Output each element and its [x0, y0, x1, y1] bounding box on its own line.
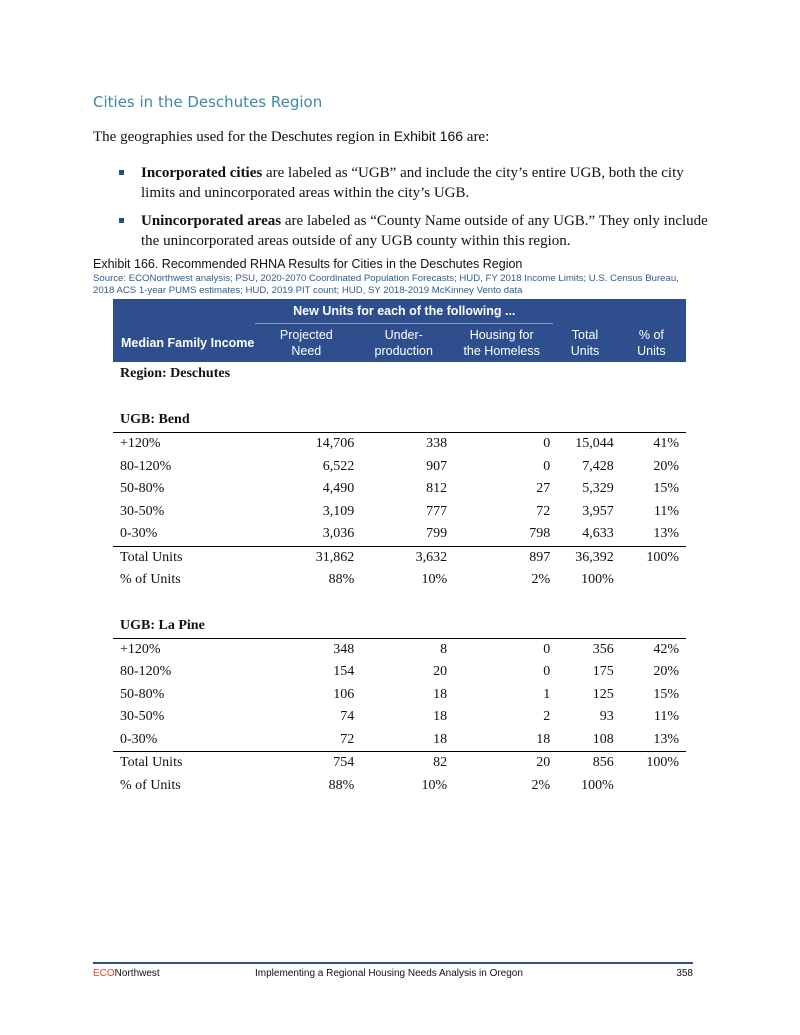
table-cell: 20%: [653, 458, 679, 474]
table-cell: 13%: [653, 526, 679, 542]
square-bullet-icon: [119, 218, 124, 223]
row-label: Total Units: [113, 752, 255, 775]
table-row: [113, 433, 686, 456]
row-label: % of Units: [120, 777, 181, 793]
row-label: 80-120%: [120, 664, 172, 680]
table-cell: 0: [450, 433, 553, 456]
table-row: [113, 684, 686, 707]
bullet-incorporated-cities: [93, 163, 713, 203]
table-cell: 82: [357, 752, 450, 775]
spacer-row: [113, 592, 686, 614]
header-blank-cell: [617, 299, 686, 324]
econorthwest-logo: ECONorthwest: [93, 968, 160, 979]
table-cell: 11%: [653, 709, 679, 725]
table-cell: 27: [536, 481, 551, 497]
table-cell: 100%: [581, 572, 614, 588]
total-units-row: [113, 752, 686, 775]
header-blank-cell: [113, 299, 255, 324]
table-cell: 175: [592, 664, 614, 680]
table-cell: 15%: [653, 686, 679, 702]
header-housing-homeless: Housing for the Homeless: [450, 324, 553, 363]
header-underproduction: Under- production: [357, 324, 450, 363]
table-cell: 4,490: [322, 481, 355, 497]
table-cell: 15,044: [553, 433, 617, 456]
square-bullet-icon: [119, 170, 124, 175]
header-projected-need: Projected Need: [255, 324, 357, 363]
region-row: [113, 362, 686, 386]
table-row: [113, 456, 686, 479]
header-pct-units: % of Units: [617, 324, 686, 363]
table-cell: 348: [255, 638, 357, 661]
table-cell: 2%: [531, 572, 551, 588]
total-units-row: [113, 546, 686, 569]
table-cell: 8: [357, 638, 450, 661]
row-label: 50-80%: [120, 686, 165, 702]
table-cell: 20: [433, 664, 448, 680]
table-cell: 2%: [531, 777, 551, 793]
table-cell: 1: [543, 686, 551, 702]
table-cell: [617, 569, 686, 592]
table-cell: 777: [426, 503, 448, 519]
exhibit-title: Exhibit 166. Recommended RHNA Results for Cities in the Deschutes Region: [93, 257, 523, 271]
table-cell: 100%: [581, 777, 614, 793]
table-cell: 11%: [653, 503, 679, 519]
table-cell: 72: [536, 503, 551, 519]
row-label: 50-80%: [120, 481, 165, 497]
table-cell: 856: [553, 752, 617, 775]
table-row: [113, 706, 686, 729]
row-label: 80-120%: [120, 458, 172, 474]
table-cell: 7,428: [582, 458, 614, 474]
table-cell: 812: [426, 481, 448, 497]
table-cell: 36,392: [553, 546, 617, 569]
table-cell: 72: [340, 731, 355, 747]
table-row: [113, 501, 686, 524]
table-cell: 20%: [653, 664, 679, 680]
table-cell: 42%: [617, 638, 686, 661]
table-cell: 18: [433, 686, 448, 702]
table-cell: 2: [543, 709, 551, 725]
page-footer: [93, 962, 693, 979]
row-label: +120%: [113, 433, 255, 456]
region-label: Region: Deschutes: [120, 366, 231, 381]
table-cell: 18: [433, 731, 448, 747]
table-body: [113, 362, 686, 797]
table-cell: 14,706: [255, 433, 357, 456]
row-label: 0-30%: [120, 526, 158, 542]
table-cell: 3,109: [322, 503, 355, 519]
header-total-units: Total Units: [553, 324, 617, 363]
table-cell: 88%: [328, 572, 355, 588]
section-label: UGB: Bend: [120, 412, 190, 427]
table-cell: 0: [543, 458, 551, 474]
table-row: [113, 523, 686, 546]
table-cell: 18: [433, 709, 448, 725]
table-cell: 6,522: [322, 458, 355, 474]
table-cell: 13%: [653, 731, 679, 747]
section-heading: Cities in the Deschutes Region: [93, 93, 323, 111]
table-cell: 108: [592, 731, 614, 747]
table-cell: 31,862: [255, 546, 357, 569]
row-label: +120%: [113, 638, 255, 661]
row-label: 30-50%: [120, 709, 165, 725]
pct-units-row: [113, 775, 686, 798]
table-cell: 93: [599, 709, 614, 725]
table-cell: 897: [450, 546, 553, 569]
intro-before: The geographies used for the Deschutes region in: [93, 129, 394, 145]
la-pine-section-header: [113, 614, 686, 639]
table-cell: 798: [529, 526, 551, 542]
table-cell: 106: [333, 686, 355, 702]
bend-section-header: [113, 408, 686, 433]
row-label: % of Units: [120, 572, 181, 588]
table-cell: 100%: [617, 752, 686, 775]
exhibit-source: Source: ECONorthwest analysis; PSU, 2020-2070 Coordinated Population Forecasts; HUD, FY 2018 Income Limits; U.S. Census Bureau, 2018 ACS 1-year PUMS estimates; HUD, 2019 PIT count; HUD, SY 2018-2019 McKinney Vento data: [93, 273, 679, 296]
table-cell: [617, 775, 686, 798]
page-number: 358: [676, 968, 693, 979]
table-cell: 10%: [421, 777, 448, 793]
table-cell: 154: [333, 664, 355, 680]
bullet-unincorporated-areas: [93, 211, 713, 251]
row-label: 0-30%: [120, 731, 158, 747]
table-row: [113, 729, 686, 752]
footer-document-title: Implementing a Regional Housing Needs Analysis in Oregon: [255, 968, 523, 979]
table-cell: 3,957: [582, 503, 614, 519]
table-row: [113, 478, 686, 501]
rhna-results-table: [113, 299, 686, 797]
bullet-text: are labeled as “County Name outside of any UGB.” They only include the unincorporated areas outside of any UGB county within this region.: [141, 213, 708, 249]
table-cell: 356: [553, 638, 617, 661]
table-cell: 74: [340, 709, 355, 725]
geography-bullet-list: [93, 163, 713, 259]
table-cell: 754: [255, 752, 357, 775]
table-cell: 907: [426, 458, 448, 474]
bullet-term: Unincorporated areas: [141, 213, 282, 229]
exhibit-reference: Exhibit 166: [393, 128, 464, 144]
table-cell: 15%: [653, 481, 679, 497]
intro-after: are:: [463, 129, 490, 145]
bullet-text: are labeled as “UGB” and include the city’s entire UGB, both the city limits and unincorporated areas within the city’s UGB.: [141, 165, 684, 201]
table-cell: 0: [543, 664, 551, 680]
table-cell: 3,632: [357, 546, 450, 569]
row-label: Total Units: [113, 546, 255, 569]
table-cell: 20: [450, 752, 553, 775]
table-cell: 88%: [328, 777, 355, 793]
table-cell: 338: [357, 433, 450, 456]
pct-units-row: [113, 569, 686, 592]
table-cell: 5,329: [582, 481, 614, 497]
table-cell: 41%: [617, 433, 686, 456]
table-row: [113, 661, 686, 684]
row-label: 30-50%: [120, 503, 165, 519]
table-cell: 0: [450, 638, 553, 661]
section-label: UGB: La Pine: [120, 617, 205, 633]
table-cell: 3,036: [322, 526, 355, 542]
table-cell: 4,633: [582, 526, 614, 542]
spacer-row: [113, 386, 686, 408]
header-median-family-income: Median Family Income: [113, 324, 255, 363]
header-new-units-span: New Units for each of the following ...: [255, 299, 553, 324]
table-cell: 18: [536, 731, 551, 747]
bullet-term: Incorporated cities: [141, 165, 263, 181]
intro-paragraph: [93, 128, 489, 146]
table-cell: 100%: [617, 546, 686, 569]
table-cell: 125: [592, 686, 614, 702]
table-cell: 799: [426, 526, 448, 542]
table-cell: 10%: [421, 572, 448, 588]
table-row: [113, 638, 686, 661]
header-blank-cell: [553, 299, 617, 324]
